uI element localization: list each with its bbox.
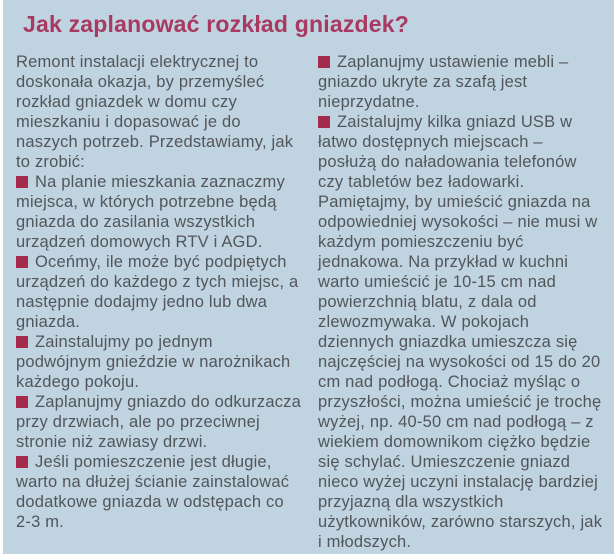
list-item [16,452,302,532]
right-column [318,52,604,552]
bullet-square-icon [16,336,28,348]
page-title: Jak zaplanować rozkład gniazdek? [23,11,410,37]
outro-paragraph: Pamiętajmy, by umieścić gniazda na odpowiedniej wysokości – nie musi w każdym pomieszczeniu być jednakowa. Na przykład w kuchni warto umieścić je 10-15 cm nad powierzchnią blatu, z dala od zlewozmywaka. W pokojach dziennych gniazdka umieszcza się najczęściej na wysokości od 15 do 20 cm nad podłogą. Chociaż myśląc o przyszłości, można umieścić je trochę wyżej, np. 40-50 cm nad podłogą – z wiekiem domownikom ciężko będzie się schylać. Umieszczenie gniazd nieco wyżej uczyni instalację bardziej przyjazną dla wszystkich użytkowników, zarówno starszych, jak i młodszych. [318,193,603,551]
list-item-text: Jeśli pomieszczenie jest długie, warto na dłużej ścianie zainstalować dodatkowe gniazda w odstępach co 2-3 m. [16,453,290,531]
list-item [16,332,302,392]
left-column [16,52,302,552]
list-item [318,112,604,192]
list-item [318,52,604,112]
bullet-square-icon [16,176,28,188]
list-item-text: Oceńmy, ile może być podpiętych urządzeń do każdego z tych miejsc, a następnie dodajmy jedno lub dwa gniazda. [16,253,299,331]
bullet-square-icon [16,456,28,468]
bullet-square-icon [318,56,330,68]
list-item-text: Na planie mieszkania zaznaczmy miejsca, w których potrzebne będą gniazda do zasilania wszystkich urządzeń domowych RTV i AGD. [16,173,285,251]
bullet-square-icon [16,396,28,408]
list-item-text: Zaplanujmy ustawienie mebli – gniazdo ukryte za szafą jest nieprzydatne. [318,53,569,111]
bullet-square-icon [318,116,330,128]
bullet-square-icon [16,256,28,268]
two-column-layout [16,52,604,552]
list-item-text: Zaistalujmy kilka gniazd USB w łatwo dostępnych miejscach – posłużą do naładowania telefonów czy tabletów bez ładowarki. [318,113,577,191]
list-item [16,172,302,252]
list-item-text: Zaplanujmy gniazdo do odkurzacza przy drzwiach, ale po przeciwnej stronie niż zawiasy drzwi. [16,393,301,451]
intro-paragraph: Remont instalacji elektrycznej to doskonała okazja, by przemyśleć rozkład gniazdek w domu czy mieszkaniu i dopasować je do naszych potrzeb. Przedstawiamy, jak to zrobić: [16,53,294,171]
list-item [16,252,302,332]
list-item [16,392,302,452]
list-item-text: Zainstalujmy po jednym podwójnym gnieździe w narożnikach każdego pokoju. [16,333,291,391]
